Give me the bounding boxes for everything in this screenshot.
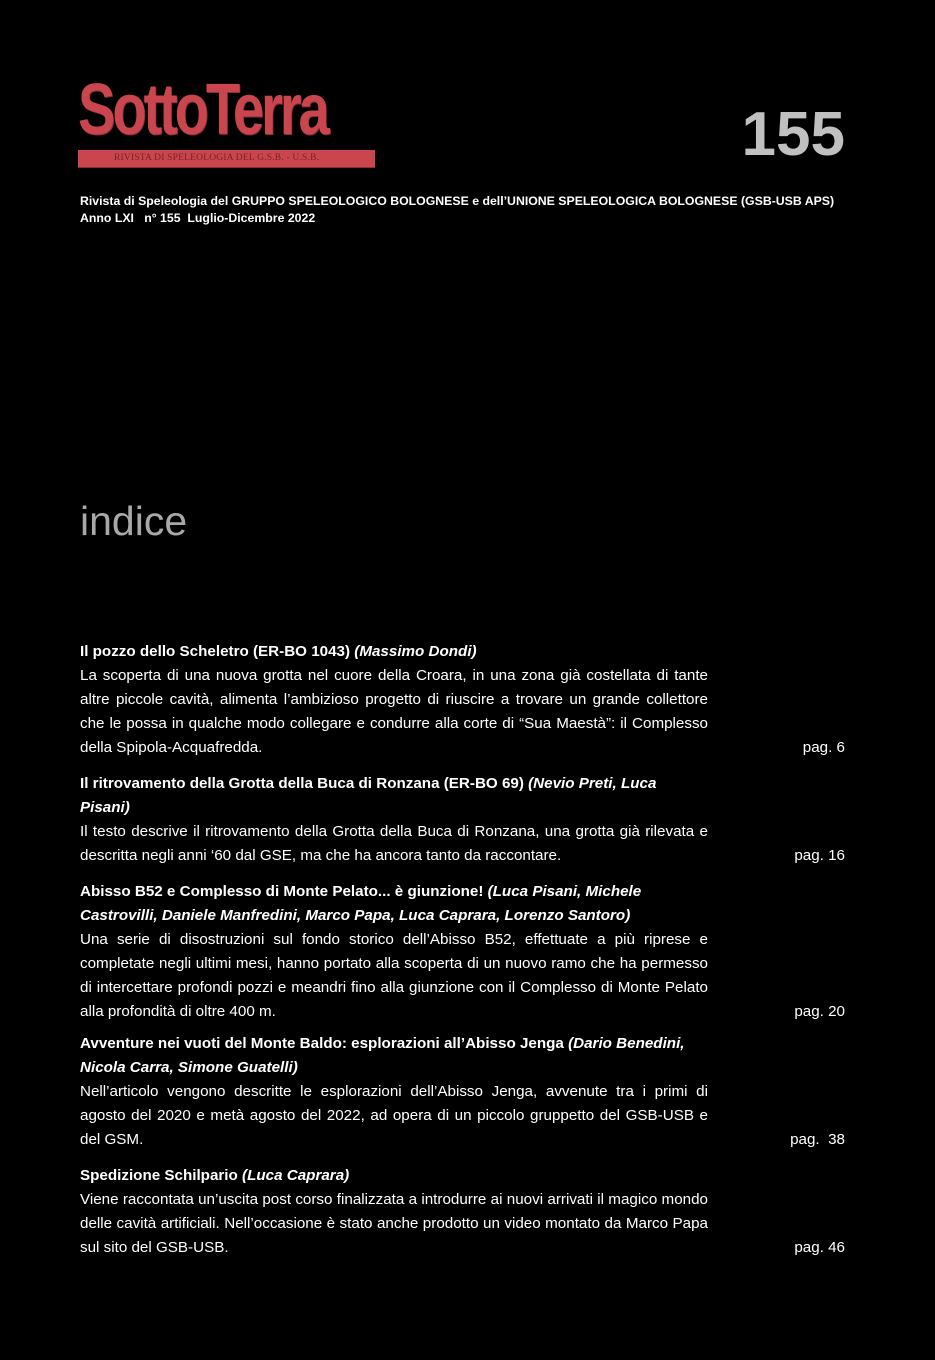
entry-description: Il testo descrive il ritrovamento della Grotta della Buca di Ronzana, una grotta già rilevata e descritta negli anni ‘60 dal GSE, ma che ha ancora tanto da raccontare. <box>80 823 708 864</box>
entry-description: La scoperta di una nuova grotta nel cuore della Croara, in una zona già costellata di tante altre piccole cavità, alimenta l’ambizioso progetto di riuscire a trovare un grande collettore che le possa in qualche modo collegare e condurre alla corte di “Sua Maestà”: il Complesso della Spipola-Acquafredda. <box>80 667 708 756</box>
entry-title-line <box>80 772 708 820</box>
toc-heading: indice <box>80 498 188 544</box>
logo-subtitle: RIVISTA DI SPELEOLOGIA DEL G.S.B. - U.S.B. <box>114 153 320 163</box>
logo-title: SottoTerra <box>78 70 327 150</box>
issue-number: 155 <box>741 100 845 169</box>
entry-title: Il pozzo dello Scheletro (ER-BO 1043) <box>80 643 355 660</box>
entry-authors: (Nevio Preti, Luca Pisani) <box>80 775 657 816</box>
logo-subtitle-bar <box>78 150 375 168</box>
entry-title: Avventure nei vuoti del Monte Baldo: esplorazioni all’Abisso Jenga <box>80 1035 569 1052</box>
entry-title-line <box>80 640 708 664</box>
entry-description: Nell’articolo vengono descritte le esplorazioni dell’Abisso Jenga, avvenute tra i primi di agosto del 2020 e metà agosto del 2022, ad opera di un piccolo gruppetto del GSB-USB e del GSM. <box>80 1083 708 1148</box>
entry-title: Il ritrovamento della Grotta della Buca di Ronzana (ER-BO 69) <box>80 775 529 792</box>
entry-page-number[interactable]: pag. 38 <box>790 1131 845 1148</box>
toc-entry[interactable] <box>80 880 845 1024</box>
toc-entry[interactable] <box>80 1164 845 1260</box>
entry-page-number[interactable]: pag. 16 <box>794 847 845 864</box>
entry-page-number[interactable]: pag. 20 <box>794 1003 845 1020</box>
entry-authors: (Luca Pisani, Michele Castrovilli, Daniele Manfredini, Marco Papa, Luca Caprara, Lorenzo Santoro) <box>80 883 642 924</box>
entry-authors: (Massimo Dondi) <box>354 643 477 660</box>
entry-authors: (Luca Caprara) <box>242 1167 350 1184</box>
entry-title: Abisso B52 e Complesso di Monte Pelato... è giunzione! <box>80 883 488 900</box>
toc-entry[interactable] <box>80 772 845 868</box>
publication-line-1: Rivista di Speleologia del GRUPPO SPELEOLOGICO BOLOGNESE e dell’UNIONE SPELEOLOGICA BOLOGNESE (GSB-USB APS) <box>80 194 835 208</box>
toc-entry[interactable] <box>80 1032 845 1152</box>
entry-description: Viene raccontata un’uscita post corso finalizzata a introdurre ai nuovi arrivati il magico mondo delle cavità artificiali. Nell’occasione è stato anche prodotto un video montato da Marco Papa sul sito del GSB-USB. <box>80 1191 708 1256</box>
entry-authors: (Dario Benedini, Nicola Carra, Simone Guatelli) <box>80 1035 685 1076</box>
publication-info <box>80 193 880 227</box>
toc-entry[interactable] <box>80 640 845 760</box>
entry-title-line <box>80 1164 708 1188</box>
magazine-logo <box>78 70 376 170</box>
publication-line-2: Anno LXI n° 155 Luglio-Dicembre 2022 <box>80 211 316 225</box>
entry-title-line <box>80 880 708 928</box>
entry-title-line <box>80 1032 708 1080</box>
entry-page-number[interactable]: pag. 46 <box>794 1239 845 1256</box>
entry-description: Una serie di disostruzioni sul fondo storico dell’Abisso B52, effettuate a più riprese e completate negli ultimi mesi, hanno portato alla scoperta di un nuovo ramo che ha permesso di intercettare profondi pozzi e meandri fino alla giunzione con il Complesso di Monte Pelato alla profondità di oltre 400 m. <box>80 931 708 1020</box>
entry-title: Spedizione Schilpario <box>80 1167 243 1184</box>
entry-page-number[interactable]: pag. 6 <box>802 739 845 756</box>
